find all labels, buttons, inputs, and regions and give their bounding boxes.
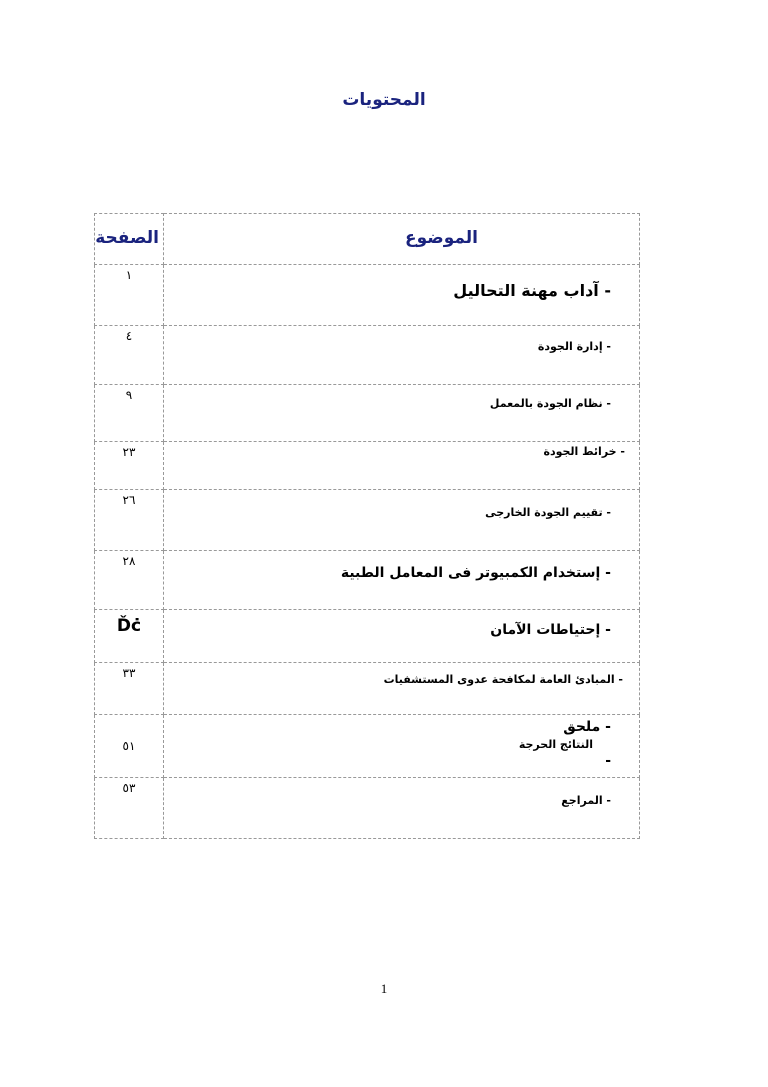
- page-number-cell: ٢٦: [95, 490, 164, 551]
- page-number-cell: ٥١: [95, 715, 164, 778]
- topic-cell: - نظام الجودة بالمعمل: [164, 385, 640, 442]
- page-title: المحتويات: [342, 90, 426, 110]
- topic-cell: - خرائط الجودة: [164, 442, 640, 490]
- table-header-row: [95, 214, 640, 265]
- contents-table: [94, 213, 640, 839]
- table-row: [95, 551, 640, 610]
- page-number-cell: ٥٣: [95, 778, 164, 839]
- topic-column-header: [164, 214, 640, 265]
- page-column-header: الصفحة: [95, 214, 164, 265]
- page-footer-number: 1: [380, 981, 388, 996]
- page-number-cell: ٤: [95, 326, 164, 385]
- topic-cell: - المبادئ العامة لمكافحة عدوى المستشفيات: [164, 663, 640, 715]
- topic-cell: - إستخدام الكمبيوتر فى المعامل الطبية: [164, 551, 640, 610]
- page-number-cell: ٢٨: [95, 551, 164, 610]
- topic-cell: - إحتياطات الآمان: [164, 610, 640, 663]
- table-row: [95, 778, 640, 839]
- page-number-cell: ٣٣: [95, 663, 164, 715]
- table-row: [95, 265, 640, 326]
- table-row: [95, 715, 640, 778]
- page-number-cell: ٩: [95, 385, 164, 442]
- critical-results-label: النتائج الحرجة: [518, 738, 593, 751]
- page-number-cell: ١: [95, 265, 164, 326]
- table-row: [95, 610, 640, 663]
- table-row: [95, 490, 640, 551]
- table-row: [95, 326, 640, 385]
- appendix-label: - ملحق: [563, 719, 611, 735]
- table-row: [95, 385, 640, 442]
- topic-cell: - آداب مهنة التحاليل: [164, 265, 640, 326]
- page-number-cell: ٢٣: [95, 442, 164, 490]
- trailing-dash: -: [605, 753, 611, 769]
- topic-column-header-label: الموضوع: [405, 228, 478, 248]
- topic-cell: [164, 715, 640, 778]
- topic-cell: - تقييم الجودة الخارجى: [164, 490, 640, 551]
- page-number-cell: Ďċ: [95, 610, 164, 663]
- table-row: [95, 442, 640, 490]
- topic-cell: - المراجع: [164, 778, 640, 839]
- topic-cell: - إدارة الجودة: [164, 326, 640, 385]
- table-row: [95, 663, 640, 715]
